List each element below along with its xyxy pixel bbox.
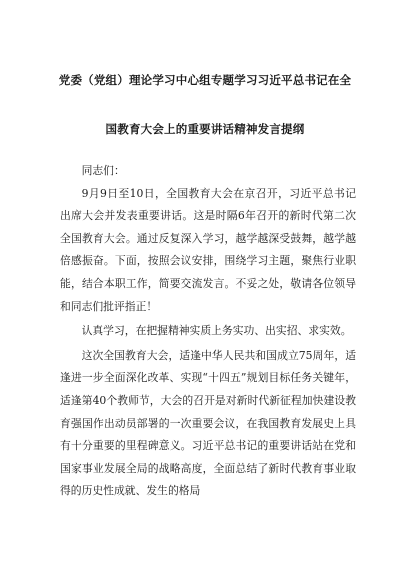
document-body [60, 160, 356, 503]
paragraph-1: 9月9日至10日，全国教育大会在京召开，习近平总书记出席大会并发表重要讲话。这是时隔6年召开的新时代第二次全国教育大会。通过反复深入学习，越学越深受鼓舞，越学越倍感振奋。下面，按照会议安排，围绕学习主题，聚焦行业职能，结合本职工作，简要交流发言。不妥之处，敬请各位领导和同志们批评指正！ [60, 186, 356, 313]
salutation: 同志们： [81, 164, 125, 177]
paragraph-2: 认真学习，在把握精神实质上务实功、出实招、求实效。 [81, 324, 352, 338]
document-title-line-1: 党委（党组）理论学习中心组专题学习习近平总书记在全 [58, 73, 352, 87]
document-title-line-2: 国教育大会上的重要讲话精神发言提纲 [105, 122, 305, 136]
paragraph-3: 这次全国教育大会，适逢中华人民共和国成立75周年，适逢进一步全面深化改革、实现“十四五”规划目标任务关键年，适逢第40个教师节，大会的召开是对新时代新征程加快建设教育强国作出动员部署的一次重要会议，在我国教育发展史上具有十分重要的里程碑意义。习近平总书记的重要讲话站在党和国家事业发展全局的战略高度，全面总结了新时代教育事业取得的历史性成就、发生的格局 [60, 348, 356, 498]
